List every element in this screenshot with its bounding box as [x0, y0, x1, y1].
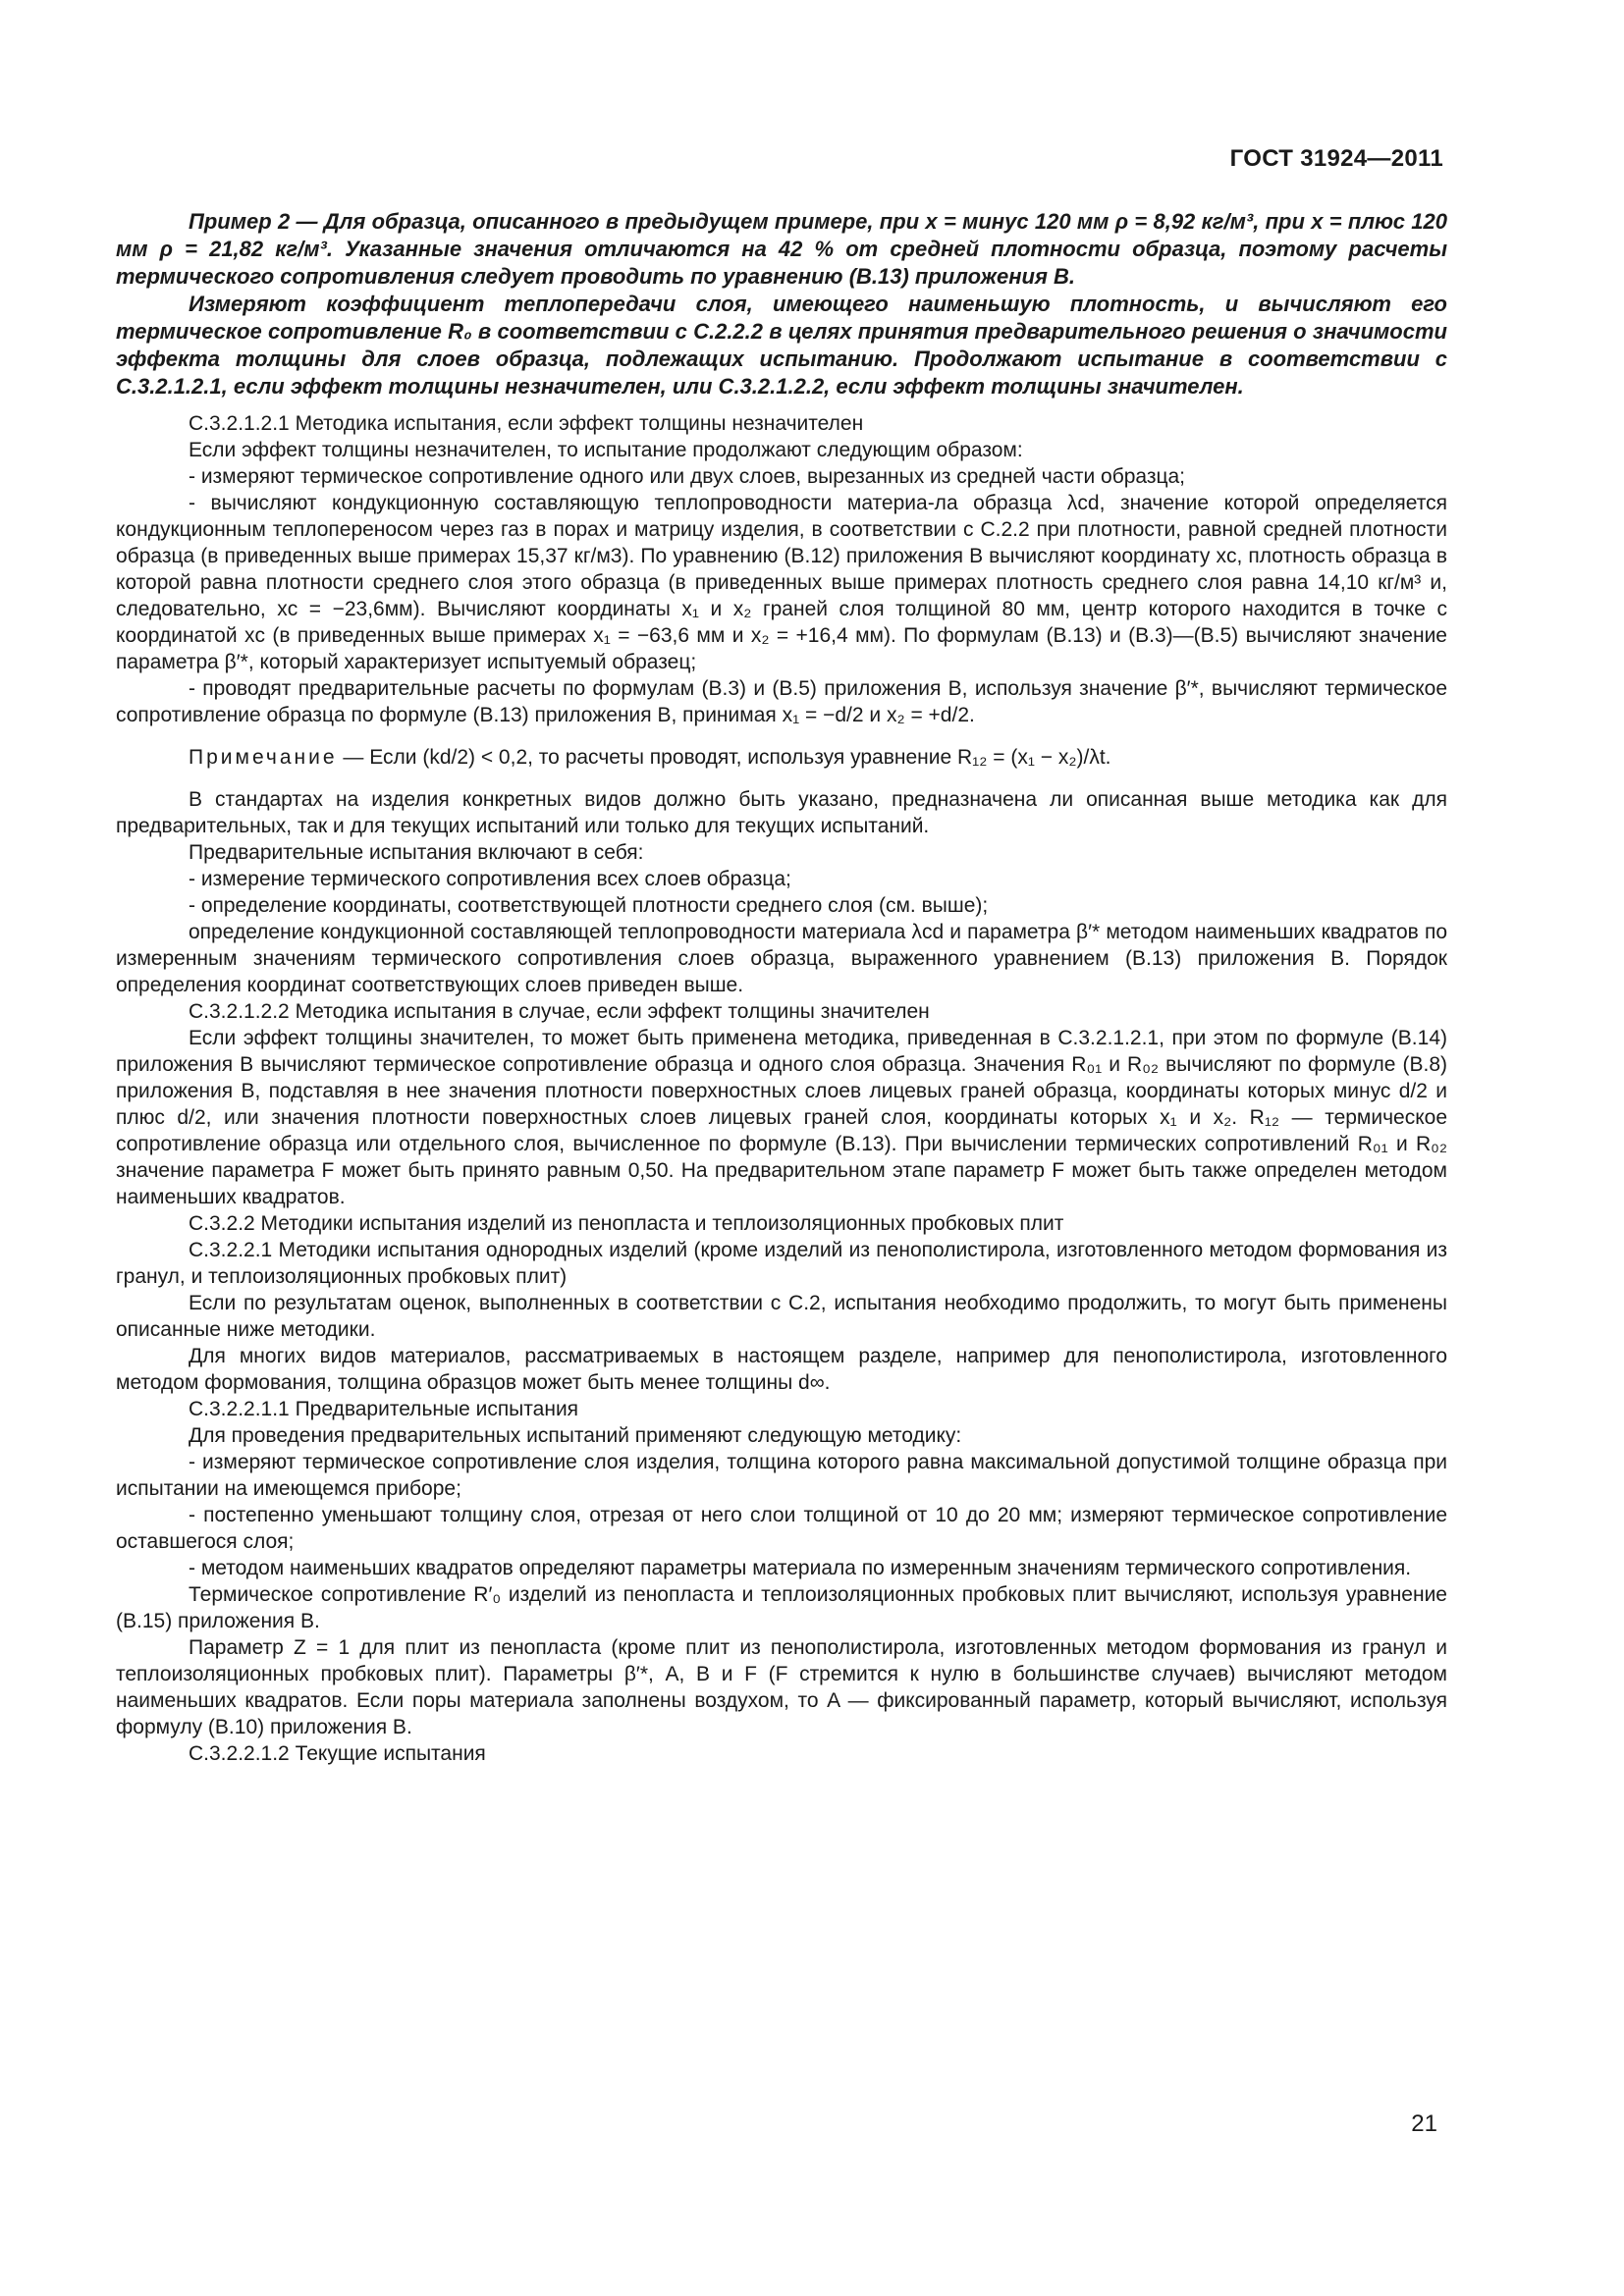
example-2-paragraph: Пример 2 — Для образца, описанного в предыдущем примере, при x = минус 120 мм ρ = 8,92 кг/м³, при x = плюс 120 мм ρ = 21,82 кг/м³. Указанные значения отличаются на 42 % от средней плотности образца, поэтому расчеты термического сопротивления следует проводить по уравнению (В.13) приложения В. [116, 209, 1447, 289]
section-heading: С.3.2.2 Методики испытания изделий из пенопласта и теплоизоляционных пробковых плит [189, 1212, 1064, 1235]
list-item: - методом наименьших квадратов определяют параметры материала по измеренным значениям термического сопротивления. [189, 1557, 1412, 1579]
section-heading: С.3.2.1.2.1 Методика испытания, если эффект толщины незначителен [189, 412, 864, 435]
example-2-continuation: Измеряют коэффициент теплопередачи слоя, имеющего наименьшую плотность, и вычисляют его термическое сопротивление R₀ в соответствии с С.2.2.2 в целях принятия предварительного решения о значимости эффекта толщины для слоев образца, подлежащих испытанию. Продолжают испытание в соответствии с С.3.2.1.2.1, если эффект толщины незначителен, или С.3.2.1.2.2, если эффект толщины значителен. [116, 292, 1447, 399]
body-paragraph: Предварительные испытания включают в себя: [189, 841, 644, 864]
note-label: Примечание [189, 746, 338, 769]
section-heading: С.3.2.1.2.2 Методика испытания в случае, если эффект толщины значителен [189, 1000, 930, 1023]
section-heading: С.3.2.2.1.1 Предварительные испытания [189, 1398, 579, 1420]
body-paragraph: Если эффект толщины значителен, то может быть применена методика, приведенная в С.3.2.1.2.1, при этом по формуле (В.14) приложения В вычисляют термическое сопротивление образца и одного слоя образца. Значения R₀₁ и R₀₂ вычисляют по формуле (В.8) приложения В, подставляя в нее значения плотности поверхностных слоев лицевых граней образца, координаты которых минус d/2 и плюс d/2, или значения плотности поверхностных слоев лицевых граней слоя, координаты которых x₁ и x₂. R₁₂ — термическое сопротивление образца или отдельного слоя, вычисленное по формуле (В.13). При вычислении термических сопротивлений R₀₁ и R₀₂ значение параметра F может быть принято равным 0,50. На предварительном этапе параметр F может быть также определен методом наименьших квадратов. [116, 1027, 1447, 1208]
body-paragraph: определение кондукционной составляющей теплопроводности материала λcd и параметра β′* методом наименьших квадратов по измеренным значениям термического сопротивления слоев образца, выраженного уравнением (В.13) приложения В. Порядок определения координат соответствующих слоев приведен выше. [116, 921, 1447, 996]
body-paragraph: Для проведения предварительных испытаний применяют следующую методику: [189, 1424, 962, 1447]
list-item: - измеряют термическое сопротивление одного или двух слоев, вырезанных из средней части образца; [189, 465, 1186, 488]
section-heading: С.3.2.2.1.2 Текущие испытания [189, 1742, 486, 1765]
note-text: — Если (kd/2) < 0,2, то расчеты проводят, используя уравнение R₁₂ = (x₁ − x₂)/λt. [337, 746, 1111, 769]
body-paragraph: Термическое сопротивление R′₀ изделий из пенопласта и теплоизоляционных пробковых плит вычисляют, используя уравнение (В.15) приложения В. [116, 1583, 1447, 1632]
body-paragraph: Для многих видов материалов, рассматриваемых в настоящем разделе, например для пенополистирола, изготовленного методом формования, толщина образцов может быть менее толщины d∞. [116, 1345, 1447, 1394]
body-paragraph: Если по результатам оценок, выполненных в соответствии с С.2, испытания необходимо продолжить, то могут быть применены описанные ниже методики. [116, 1292, 1447, 1341]
body-paragraph: В стандартах на изделия конкретных видов должно быть указано, предназначена ли описанная выше методика как для предварительных, так и для текущих испытаний или только для текущих испытаний. [116, 788, 1447, 837]
list-item: - вычисляют кондукционную составляющую теплопроводности материа-ла образца λcd, значение которой определяется кондукционным теплопереносом через газ в порах и матрицу изделия, в соответствии с С.2.2 при плотности, равной средней плотности образца (в приведенных выше примерах 15,37 кг/м3). По уравнению (В.12) приложения В вычисляют координату xc, плотность образца в которой равна плотности среднего слоя этого образца (в приведенных выше примерах плотность среднего слоя равна 14,10 кг/м³ и, следовательно, xc = −23,6мм). Вычисляют координаты x₁ и x₂ граней слоя толщиной 80 мм, центр которого находится в точке с координатой xc (в приведенных выше примерах x₁ = −63,6 мм и x₂ = +16,4 мм). По формулам (В.13) и (В.3)—(В.5) вычисляют значение параметра β′*, который характеризует испытуемый образец; [116, 492, 1447, 673]
list-item: - определение координаты, соответствующей плотности среднего слоя (см. выше); [189, 894, 989, 917]
body-paragraph: Параметр Z = 1 для плит из пенопласта (кроме плит из пенополистирола, изготовленных методом формования из гранул и теплоизоляционных пробковых плит). Параметры β′*, A, B и F (F стремится к нулю в большинстве случаев) вычисляют методом наименьших квадратов. Если поры материала заполнены воздухом, то A — фиксированный параметр, который вычисляют, используя формулу (В.10) приложения В. [116, 1636, 1447, 1738]
body-paragraph: Если эффект толщины незначителен, то испытание продолжают следующим образом: [189, 439, 1023, 461]
document-code: ГОСТ 31924—2011 [1229, 145, 1443, 172]
section-heading: С.3.2.2.1 Методики испытания однородных изделий (кроме изделий из пенополистирола, изготовленного методом формования из гранул, и теплоизоляционных пробковых плит) [116, 1239, 1447, 1288]
list-item: - постепенно уменьшают толщину слоя, отрезая от него слои толщиной от 10 до 20 мм; измеряют термическое сопротивление оставшегося слоя; [116, 1504, 1447, 1553]
list-item: - измерение термического сопротивления всех слоев образца; [189, 868, 791, 890]
list-item: - проводят предварительные расчеты по формулам (В.3) и (В.5) приложения В, используя значение β′*, вычисляют термическое сопротивление образца по формуле (В.13) приложения В, принимая x₁ = −d/2 и x₂ = +d/2. [116, 677, 1447, 726]
note-paragraph [116, 744, 1447, 771]
page-number: 21 [1411, 2110, 1437, 2137]
list-item: - измеряют термическое сопротивление слоя изделия, толщина которого равна максимальной допустимой толщине образца при испытании на имеющемся приборе; [116, 1451, 1447, 1500]
document-body [116, 208, 1447, 1767]
